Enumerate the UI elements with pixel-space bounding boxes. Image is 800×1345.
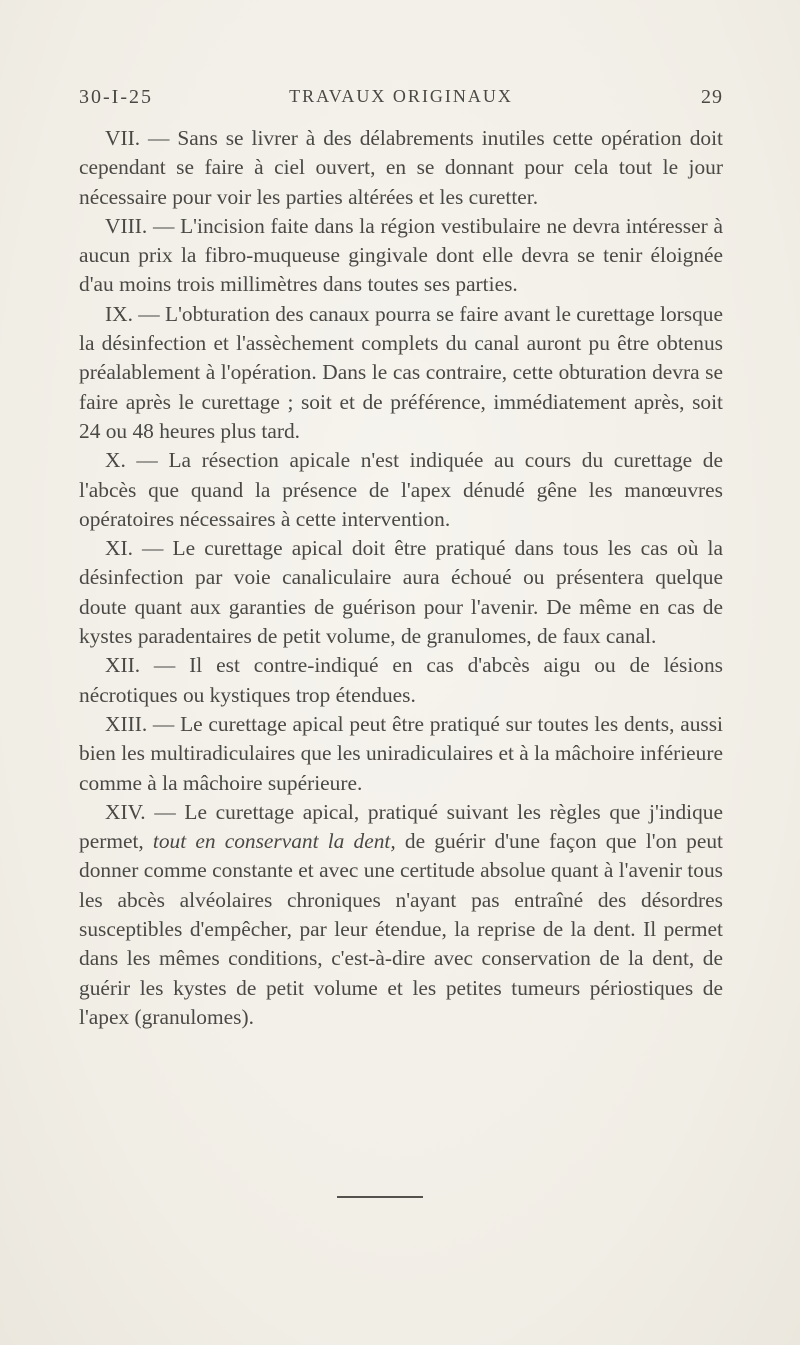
paragraph-xiv-end: de guérir d'une façon que l'on peut donner comme constante et avec une certitude absolue quant à l'avenir tous les abcès alvéolaires chroniques n'ayant pas entraîné des désordres susceptibles d'empêcher, par leur étendue, la reprise de la dent. Il permet dans les mêmes conditions, c'est-à-dire avec conservation de la dent, de guérir les kystes de petit volume et les petites tumeurs périostiques de l'apex (granulomes). <box>79 829 723 1029</box>
body-text <box>79 124 723 1032</box>
page-number: 29 <box>701 86 723 108</box>
paragraph-xiv-start: XIV. — Le curettage apical, pratiqué suivant les règles que j'indique permet, <box>79 799 723 854</box>
running-head <box>79 86 723 114</box>
end-rule <box>337 1196 423 1198</box>
paragraph-ix: IX. — L'obturation des canaux pourra se faire avant le curettage lorsque la désinfection et l'assèchement complets du canal auront pu être obtenus préalablement à l'opération. Dans le cas contraire, cette obturation devra se faire après le curettage ; soit et de préférence, immédiatement après, soit 24 ou 48 heures plus tard. <box>79 301 723 443</box>
paragraph-xiii: XIII. — Le curettage apical peut être pratiqué sur toutes les dents, aussi bien les multiradiculaires que les uniradiculaires et à la mâchoire inférieure comme à la mâchoire supérieure. <box>79 711 723 795</box>
header-title: TRAVAUX ORIGINAUX <box>289 86 513 106</box>
paragraph-xiv <box>79 798 723 1032</box>
paragraph-xiv-italic: tout en conservant la dent, <box>152 829 396 854</box>
header-date: 30-I-25 <box>79 86 153 108</box>
paragraph-xi: XI. — Le curettage apical doit être pratiqué dans tous les cas où la désinfection par voie canaliculaire aura échoué ou présentera quelque doute quant aux garanties de guérison pour l'avenir. De même en cas de kystes paradentaires de petit volume, de granulomes, de faux canal. <box>79 536 723 649</box>
paragraph-x: X. — La résection apicale n'est indiquée au cours du curettage de l'abcès que quand la présence de l'apex dénudé gêne les manœuvres opératoires nécessaires à cette intervention. <box>79 448 723 531</box>
paragraph-vii: VII. — Sans se livrer à des délabrements inutiles cette opération doit cependant se faire à ciel ouvert, en se donnant pour cela tout le jour nécessaire pour voir les parties altérées et les curetter. <box>79 126 723 209</box>
paragraph-viii: VIII. — L'incision faite dans la région vestibulaire ne devra intéresser à aucun prix la fibro-muqueuse gingivale dont elle devra se tenir éloignée d'au moins trois millimètres dans toutes ses parties. <box>79 213 723 297</box>
paragraph-xii: XII. — Il est contre-indiqué en cas d'abcès aigu ou de lésions nécrotiques ou kystiques trop étendues. <box>79 653 723 707</box>
